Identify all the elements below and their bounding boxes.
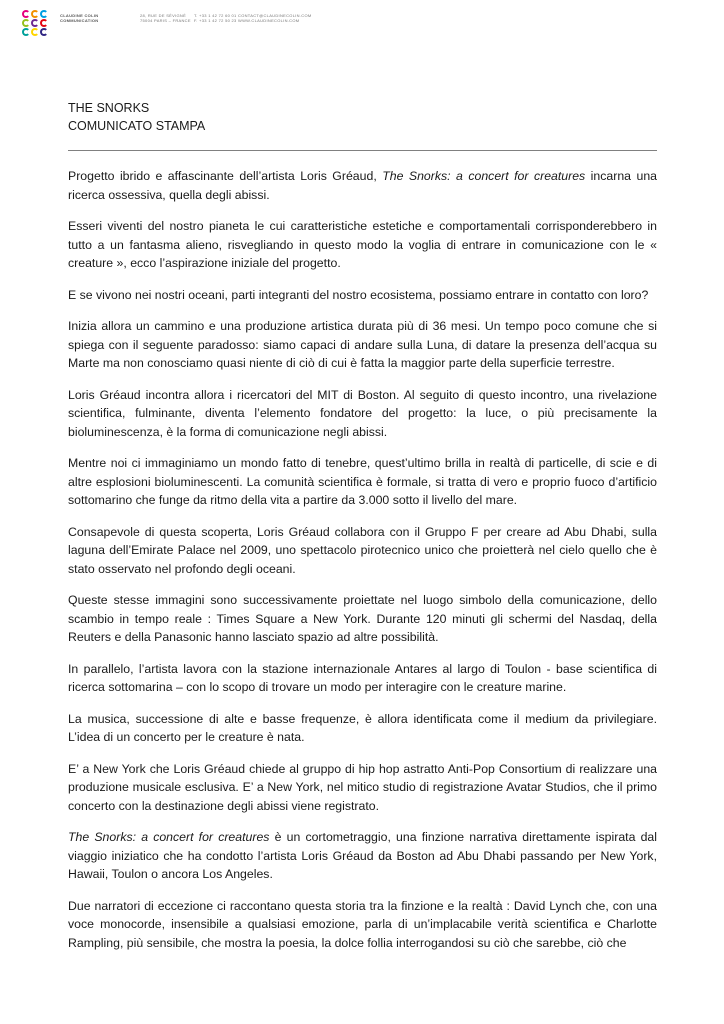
company-name (60, 13, 99, 23)
paragraph: E’ a New York che Loris Gréaud chiede al gruppo di hip hop astratto Anti-Pop Consortium di realizzare una produzione musicale esclusiva. E’ a New York, nel mitico studio di registrazione Avatar Studios, che il primo concerto con la destinazione degli abissi viene registrato. (68, 761, 657, 813)
logo-c-mark (31, 28, 39, 36)
paragraph: Esseri viventi del nostro pianeta le cui caratteristiche estetiche e comportamentali corrisponderebbero in tutto a un fantasma alieno, risvegliando in questo modo la voglia di entrare in comunicazione con le « creature », ecco l’aspirazione iniziale del progetto. (68, 219, 657, 270)
logo-c-mark (40, 19, 48, 27)
website-link[interactable]: WWW.CLAUDINECOLIN.COM (238, 18, 300, 23)
paragraph: Consapevole di questa scoperta, Loris Gréaud collabora con il Gruppo F per creare ad Abu Dhabi, sulla laguna dell’Emirate Palace nel 2009, uno spettacolo pirotecnico unico che proietterà nel cielo quello che è stato osservato nel profondo degli oceani. (68, 524, 657, 576)
document-header (68, 99, 205, 135)
logo-c-mark (22, 28, 30, 36)
document-title: THE SNORKS (68, 101, 150, 115)
company-name-line2: COMMUNICATION (60, 18, 99, 23)
logo-c-mark (40, 28, 48, 36)
logo-c-mark (22, 10, 30, 18)
logo-c-mark (40, 10, 48, 18)
logo-c-mark (31, 19, 39, 27)
paragraph: La musica, successione di alte e basse frequenze, è allora identificata come il medium da privilegiare. L’idea di un concerto per le creature è nata. (68, 711, 657, 744)
header-divider (68, 150, 657, 151)
document-subtitle: COMUNICATO STAMPA (68, 119, 206, 133)
phone-line: T. +33 1 42 72 60 01 (194, 13, 237, 18)
logo-c-mark (22, 19, 30, 27)
paragraph: E se vivono nei nostri oceani, parti integranti del nostro ecosistema, possiamo entrare in contatto con loro? (68, 287, 649, 302)
paragraph-text: Progetto ibrido e affascinante dell’artista Loris Gréaud, (68, 169, 383, 183)
address-line1: 28, RUE DE SÉVIGNÉ (140, 13, 187, 18)
company-phone (194, 13, 237, 23)
paragraph: Mentre noi ci immaginiamo un mondo fatto di tenebre, quest’ultimo brilla in realtà di particelle, di scie e di altre esplosioni bioluminescenti. La comunità scientifica è formale, si tratta di vero e proprio fuoco d’artificio sottomarino che funge da ritmo della vita a partire da 3.000 sotto il livello del mare. (68, 456, 657, 507)
paragraph: Queste stesse immagini sono successivamente proiettate nel luogo simbolo della comunicazione, dello scambio in tempo reale : Times Square a New York. Durante 120 minuti gli schermi del Nasdaq, della Reuters e della Panasonic hanno lasciato spazio ad altre possibilità. (68, 593, 657, 644)
letterhead (22, 10, 332, 40)
company-logo (22, 10, 50, 36)
work-title: The Snorks: a concert for creatures (382, 169, 586, 183)
paragraph-text: è un cortometraggio, una finzione narrativa direttamente ispirata dal viaggio iniziatico che ha condotto l’artista Loris Gréaud da Boston ad Abu Dhabi passando per New York, Hawaii, Toulon o ancora Los Angeles. (68, 830, 657, 881)
paragraph (68, 167, 657, 204)
email-link[interactable]: CONTACT@CLAUDINECOLIN.COM (238, 13, 312, 18)
company-address (140, 13, 191, 23)
work-title: The Snorks: a concert for creatures (68, 830, 270, 844)
paragraph-text: incarna una ricerca ossessiva, quella degli abissi. (68, 169, 658, 202)
paragraph: In parallelo, l’artista lavora con la stazione internazionale Antares al largo di Toulon - base scientifica di ricerca sottomarina – con lo scopo di trovare un modo per interagire con le creature marine. (68, 661, 657, 694)
paragraph (68, 828, 657, 884)
logo-c-mark (31, 10, 39, 18)
paragraph: Due narratori di eccezione ci raccontano questa storia tra la finzione e la realtà : David Lynch che, con una voce monocorde, insensibile a qualsiasi emozione, parla di un’implacabile verità scientifica e Charlotte Rampling, più sensibile, che mostra la poesia, la dolce follia interrogandosi su ciò che sarebbe, ciò che (68, 898, 657, 950)
fax-line: F. +33 1 42 72 50 23 (194, 18, 237, 23)
company-contact (238, 13, 312, 23)
address-line2: 75004 PARIS – FRANCE (140, 18, 191, 23)
paragraph: Loris Gréaud incontra allora i ricercatori del MIT di Boston. Al seguito di questo incontro, una rivelazione scientifica, fulminante, diventa l’elemento fondatore del progetto: la luce, o più precisamente la bioluminescenza, è la forma di comunicazione negli abissi. (68, 387, 657, 439)
company-name-line1: CLAUDINE COLIN (60, 13, 99, 18)
document-body (68, 167, 657, 952)
paragraph: Inizia allora un cammino e una produzione artistica durata più di 36 mesi. Un tempo poco comune che si spiega con il seguente paradosso: siamo capaci di andare sulla Luna, di datare la presenza dell’acqua su Marte ma non conosciamo quasi niente di ciò di cui è fatta la maggior parte della superficie terrestre. (68, 319, 657, 370)
